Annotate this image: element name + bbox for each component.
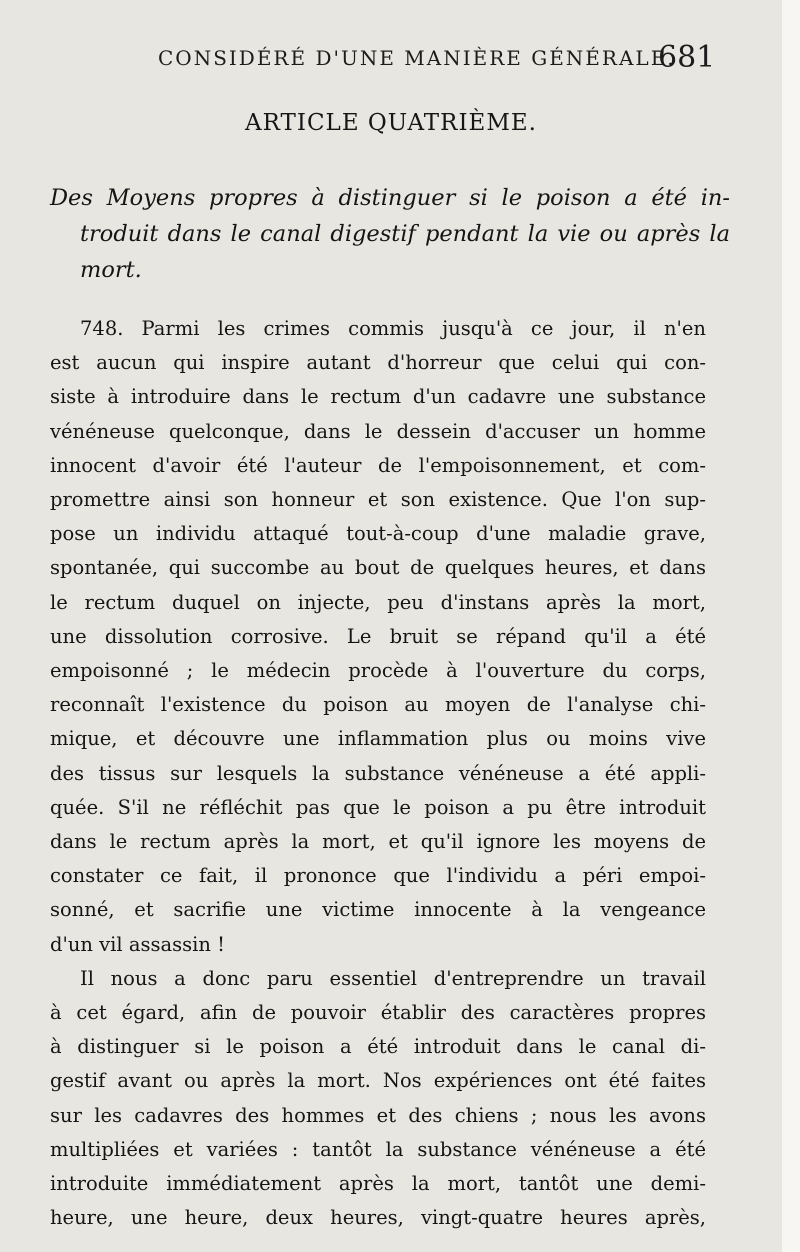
text-line: gestif avant ou après la mort. Nos expériences ont été faites	[50, 1069, 706, 1093]
text-line: introduite immédiatement après la mort, tantôt une demi-	[50, 1172, 706, 1196]
text-line: empoisonné ; le médecin procède à l'ouverture du corps,	[50, 659, 706, 683]
text-line: quée. S'il ne réfléchit pas que le poison a pu être introduit	[50, 795, 706, 819]
paragraph-748	[50, 312, 706, 962]
running-head	[0, 40, 782, 80]
text-line: dans le rectum après la mort, et qu'il ignore les moyens de	[50, 830, 706, 854]
text-line: constater ce fait, il prononce que l'individu a péri empoi-	[50, 864, 706, 888]
text-line: heure, une heure, deux heures, vingt-quatre heures après,	[50, 1206, 706, 1230]
subtitle-line: Des Moyens propres à distinguer si le poison a été in-	[50, 185, 730, 211]
text-line: Il nous a donc paru essentiel d'entreprendre un travail	[80, 966, 706, 990]
article-subtitle	[50, 180, 730, 288]
article-title: ARTICLE QUATRIÈME.	[245, 110, 537, 136]
page-margin	[782, 0, 800, 1252]
text-line: est aucun qui inspire autant d'horreur que celui qui con-	[50, 351, 706, 375]
text-line: pose un individu attaqué tout-à-coup d'une maladie grave,	[50, 522, 706, 546]
text-line: mique, et découvre une inflammation plus ou moins vive	[50, 727, 706, 751]
text-line: innocent d'avoir été l'auteur de l'empoisonnement, et com-	[50, 453, 706, 477]
text-line: 748. Parmi les crimes commis jusqu'à ce jour, il n'en	[80, 317, 706, 340]
text-line: une dissolution corrosive. Le bruit se répand qu'il a été	[50, 624, 706, 648]
text-line: le rectum duquel on injecte, peu d'instans après la mort,	[50, 590, 706, 614]
running-title: CONSIDÉRÉ D'UNE MANIÈRE GÉNÉRALE.	[158, 46, 676, 70]
subtitle-line: mort.	[80, 257, 142, 283]
text-line: multipliées et variées : tantôt la substance vénéneuse a été	[50, 1137, 706, 1161]
text-line: siste à introduire dans le rectum d'un cadavre une substance	[50, 385, 706, 409]
paragraph-2	[50, 962, 706, 1236]
text-line: d'un vil assassin !	[50, 932, 225, 956]
subtitle-line: troduit dans le canal digestif pendant la vie ou après la	[80, 221, 730, 247]
text-line: reconnaît l'existence du poison au moyen de l'analyse chi-	[50, 693, 706, 717]
text-line: vénéneuse quelconque, dans le dessein d'accuser un homme	[50, 419, 706, 443]
text-line: sonné, et sacrifie une victime innocente à la vengeance	[50, 898, 706, 922]
text-line: à cet égard, afin de pouvoir établir des caractères propres	[50, 1001, 706, 1025]
text-line: promettre ainsi son honneur et son existence. Que l'on sup-	[50, 488, 706, 512]
page-number: 681	[658, 40, 716, 75]
text-line: spontanée, qui succombe au bout de quelques heures, et dans	[50, 556, 706, 580]
text-line: des tissus sur lesquels la substance vénéneuse a été appli-	[50, 761, 706, 785]
text-line: sur les cadavres des hommes et des chiens ; nous les avons	[50, 1103, 706, 1127]
text-line: à distinguer si le poison a été introduit dans le canal di-	[50, 1035, 706, 1059]
body-text	[50, 312, 706, 1235]
